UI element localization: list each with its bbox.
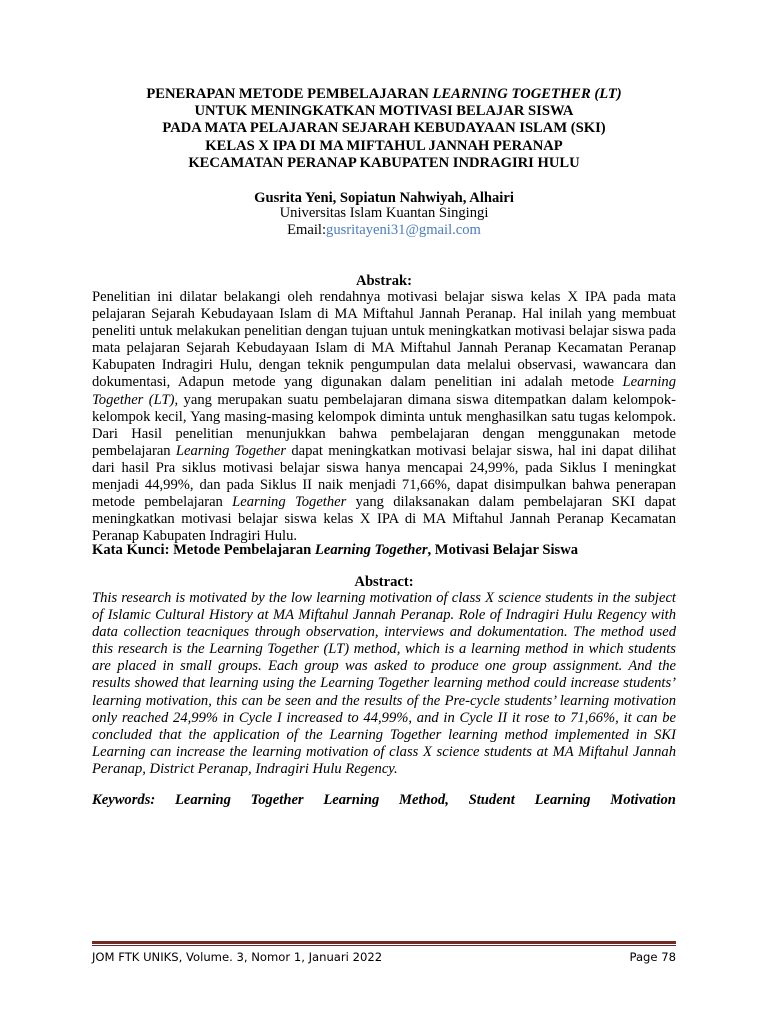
footer-rule-thin bbox=[92, 945, 676, 946]
title-line-1-text: PENERAPAN METODE PEMBELAJARAN bbox=[146, 86, 433, 102]
kata-kunci bbox=[92, 542, 676, 559]
keyword-word: Learning bbox=[534, 792, 591, 808]
title-line-1-italic: LEARNING TOGETHER (LT) bbox=[432, 86, 622, 102]
title-line-4: KELAS X IPA DI MA MIFTAHUL JANNAH PERANAP bbox=[205, 137, 563, 154]
abstract-body: This research is motivated by the low learning motivation of class X science students in the subject of Islamic Cultural History at MA Miftahul Jannah Peranap. Role of Indragiri Hulu Regency with data collection teacniques through observation, interviews and dokumentation. The method used this research is the Learning Together (LT) method, which is a learning method in which students are placed in small groups. Each group was asked to produce one group assignment. And the results showed that learning using the Learning Together learning method could increase students’ learning motivation, this can be seen and the results of the Pre-cycle students’ learning motivation only reached 24,99% in Cycle I increased to 44,99%, and in Cycle II it rose to 71,66%, it can be concluded that the application of the Learning Together learning method implemented in SKI Learning can increase the learning motivation of class X science students at MA Miftahul Jannah Peranap, District Peranap, Indragiri Hulu Regency. bbox=[92, 590, 676, 777]
abstrak-body bbox=[92, 289, 676, 545]
abstrak-heading: Abstrak: bbox=[356, 273, 412, 289]
footer-page-number: Page 78 bbox=[629, 950, 676, 964]
abstrak-text-4: yang dilaksanakan dalam pembelajaran SKI dapat meningkatkan motivasi belajar siswa kelas X IPA di MA Miftahul Jannah Peranap Kecamatan Peranap Kabupaten Indragiri Hulu. bbox=[92, 494, 676, 545]
kata-kunci-suffix: , Motivasi Belajar Siswa bbox=[427, 542, 579, 558]
keyword-word: Learning bbox=[174, 792, 231, 808]
email-link[interactable]: gusritayeni31@gmail.com bbox=[326, 222, 481, 238]
title-line-2: UNTUK MENINGKATKAN MOTIVASI BELAJAR SISWA bbox=[194, 103, 574, 120]
title-line-3: PADA MATA PELAJARAN SEJARAH KEBUDAYAAN ISLAM (SKI) bbox=[162, 120, 606, 137]
abstrak-italic-1: Learning Together (LT), bbox=[92, 374, 676, 408]
keyword-word: Method, bbox=[399, 792, 449, 808]
email-label: Email: bbox=[287, 222, 327, 238]
footer-journal-info: JOM FTK UNIKS, Volume. 3, Nomor 1, Januari 2022 bbox=[92, 950, 383, 964]
title-line-5: KECAMATAN PERANAP KABUPATEN INDRAGIRI HULU bbox=[188, 154, 580, 171]
paper-title bbox=[90, 86, 678, 172]
keyword-word: Student bbox=[468, 792, 515, 808]
affiliation: Universitas Islam Kuantan Singingi bbox=[279, 205, 489, 221]
abstrak-text-1: Penelitian ini dilatar belakangi oleh rendahnya motivasi belajar siswa kelas X IPA pada mata pelajaran Sejarah Kebudayaan Islam di MA Miftahul Jannah Peranap. Hal inilah yang membuat peneliti untuk melakukan penelitian dengan tujuan untuk meningkatkan motivasi belajar siswa pada mata pelajaran Sejarah Kebudayaan Islam di MA Miftahul Jannah Peranap Kecamatan Peranap Kabupaten Indragiri Hulu, dengan teknik pengumpulan data melalui observasi, wawancara dan dokumentasi, Adapun metode yang digunakan dalam penelitian ini adalah metode bbox=[92, 289, 676, 391]
keyword-word: Learning bbox=[323, 792, 380, 808]
keyword-word: Together bbox=[250, 792, 304, 808]
keywords-label: Keywords: bbox=[92, 792, 156, 808]
email-line bbox=[90, 222, 678, 239]
footer-rule bbox=[92, 941, 676, 944]
abstrak-text-2: yang merupakan suatu pembelajaran dimana siswa ditempatkan dalam kelompok-kelompok kecil, Yang masing-masing kelompok diminta untuk menghasilkan satu tugas kelompok. Dari Hasil penelitian menunjukkan bahwa pembelajaran dengan menggunakan metode pembelajaran bbox=[92, 391, 677, 459]
keyword-word: Motivation bbox=[610, 792, 676, 808]
abstrak-italic-3: Learning Together bbox=[232, 494, 347, 511]
abstract-heading: Abstract: bbox=[354, 574, 414, 590]
abstrak-italic-2: Learning Together bbox=[175, 442, 287, 459]
title-line-1 bbox=[90, 86, 678, 103]
kata-kunci-italic: Learning Together bbox=[314, 542, 428, 558]
abstrak-text-3: dapat meningkatkan motivasi belajar siswa, hal ini dapat dilihat dari hasil Pra siklus motivasi belajar siswa hanya mencapai 24,99%, pada Siklus I meningkat menjadi 44,99%, dan pada Siklus II naik menjadi 71,66%, dapat disimpulkan bahwa penerapan metode pembelajaran bbox=[92, 442, 676, 511]
keywords-en bbox=[92, 792, 676, 809]
kata-kunci-prefix: Kata Kunci: Metode Pembelajaran bbox=[92, 542, 315, 558]
authors: Gusrita Yeni, Sopiatun Nahwiyah, Alhairi bbox=[254, 190, 514, 206]
